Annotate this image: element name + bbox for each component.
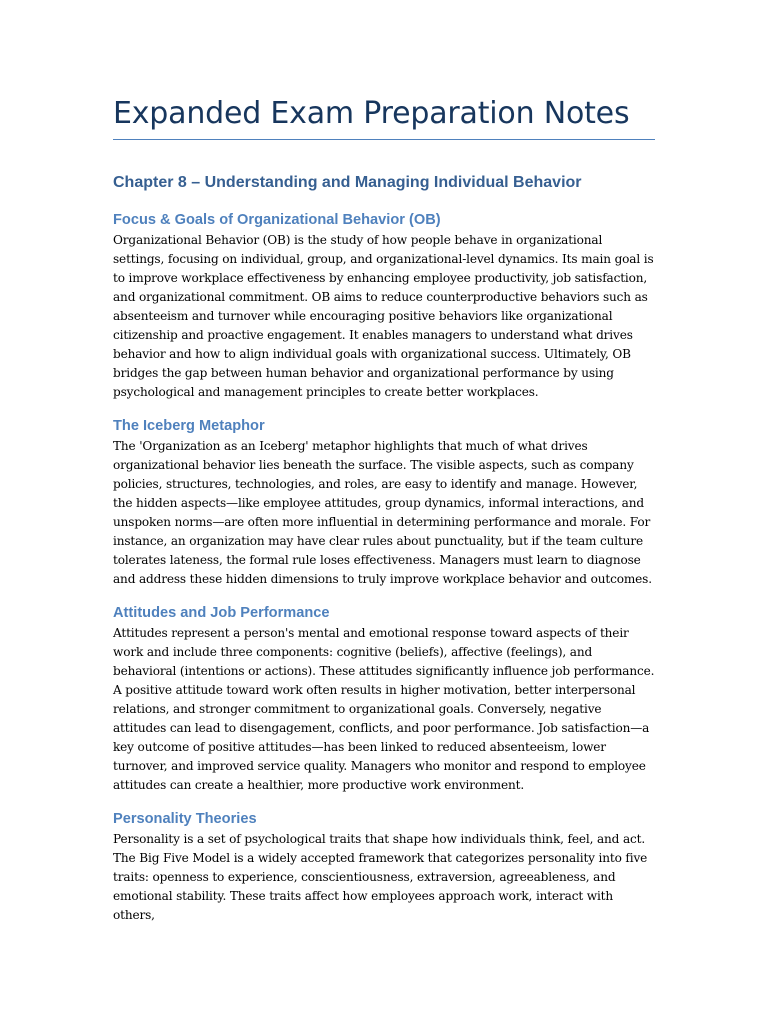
section-heading: Personality Theories [113,811,257,827]
chapter-heading: Chapter 8 – Understanding and Managing Individual Behavior [113,174,582,191]
title-underline [113,139,655,140]
section-attitudes-job-performance [113,603,655,795]
section-iceberg-metaphor [113,416,655,589]
section-heading: The Iceberg Metaphor [113,418,265,434]
section-personality-theories [113,809,655,925]
document-title: Expanded Exam Preparation Notes [113,96,630,131]
section-heading: Attitudes and Job Performance [113,605,330,621]
section-ob-focus-goals [113,210,655,402]
document-page [113,94,655,925]
section-heading: Focus & Goals of Organizational Behavior (OB) [113,212,441,228]
section-paragraph: Organizational Behavior (OB) is the study of how people behave in organizational settings, focusing on individual, group, and organizational-level dynamics. Its main goal is to improve workplace effectiveness by enhancing employee productivity, job satisfaction, and organizational commitment. OB aims to reduce counterproductive behaviors such as absenteeism and turnover while encouraging positive behaviors like organizational citizenship and proactive engagement. It enables managers to understand what drives behavior and how to align individual goals with organizational success. Ultimately, OB bridges the gap between human behavior and organizational performance by using psychological and management principles to create better workplaces. [113,233,654,399]
section-paragraph: Personality is a set of psychological traits that shape how individuals think, feel, and act. The Big Five Model is a widely accepted framework that categorizes personality into five traits: openness to experience, conscientiousness, extraversion, agreeableness, and emotional stability. These traits affect how employees approach work, interact with others, [113,832,648,922]
section-paragraph: The 'Organization as an Iceberg' metaphor highlights that much of what drives organizational behavior lies beneath the surface. The visible aspects, such as company policies, structures, technologies, and roles, are easy to identify and manage. However, the hidden aspects—like employee attitudes, group dynamics, informal interactions, and unspoken norms—are often more influential in determining performance and morale. For instance, an organization may have clear rules about punctuality, but if the team culture tolerates lateness, the formal rule loses effectiveness. Managers must learn to diagnose and address these hidden dimensions to truly improve workplace behavior and outcomes. [113,439,652,586]
section-paragraph: Attitudes represent a person's mental and emotional response toward aspects of their work and include three components: cognitive (beliefs), affective (feelings), and behavioral (intentions or actions). These attitudes significantly influence job performance. A positive attitude toward work often results in higher motivation, better interpersonal relations, and stronger commitment to organizational goals. Conversely, negative attitudes can lead to disengagement, conflicts, and poor performance. Job satisfaction—a key outcome of positive attitudes—has been linked to reduced absenteeism, lower turnover, and improved service quality. Managers who monitor and respond to employee attitudes can create a healthier, more productive work environment. [113,626,655,792]
